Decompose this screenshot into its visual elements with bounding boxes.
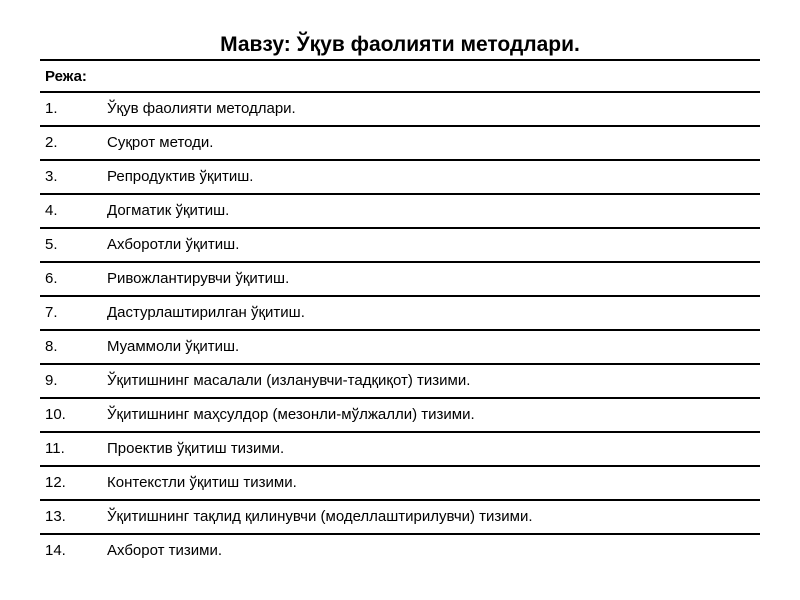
row-number: 3. — [45, 168, 58, 185]
plan-row — [40, 535, 760, 569]
row-text: Ахборотли ўқитиш. — [107, 236, 240, 253]
row-text: Репродуктив ўқитиш. — [107, 168, 254, 185]
row-number: 7. — [45, 304, 58, 321]
row-text: Ўқитишнинг маҳсулдор (мезонли-мўлжалли) тизими. — [107, 406, 475, 423]
plan-row — [40, 195, 760, 229]
plan-row — [40, 501, 760, 535]
plan-row — [40, 297, 760, 331]
row-text: Ўқитишнинг масалали (изланувчи-тадқиқот) тизими. — [107, 372, 471, 389]
row-number: 14. — [45, 542, 66, 559]
plan-row — [40, 399, 760, 433]
row-number: 6. — [45, 270, 58, 287]
row-number: 4. — [45, 202, 58, 219]
row-number: 8. — [45, 338, 58, 355]
row-text: Контекстли ўқитиш тизими. — [107, 474, 297, 491]
plan-row — [40, 467, 760, 501]
row-text: Муаммоли ўқитиш. — [107, 338, 240, 355]
row-text: Ривожлантирувчи ўқитиш. — [107, 270, 290, 287]
row-text: Проектив ўқитиш тизими. — [107, 440, 285, 457]
plan-row — [40, 433, 760, 467]
row-text: Дастурлаштирилган ўқитиш. — [107, 304, 305, 321]
plan-table — [40, 59, 760, 569]
row-text: Ўқитишнинг тақлид қилинувчи (моделлаштирилувчи) тизими. — [107, 508, 533, 525]
row-text: Суқрот методи. — [107, 134, 214, 151]
row-number: 9. — [45, 372, 58, 389]
row-number: 11. — [45, 440, 65, 457]
plan-row — [40, 365, 760, 399]
row-number: 5. — [45, 236, 58, 253]
plan-row — [40, 331, 760, 365]
row-number: 1. — [45, 100, 58, 117]
plan-row — [40, 229, 760, 263]
row-number: 2. — [45, 134, 58, 151]
plan-row — [40, 127, 760, 161]
row-number: 10. — [45, 406, 66, 423]
row-number: 12. — [45, 474, 66, 491]
slide-title: Мавзу: Ўқув фаолияти методлари. — [220, 33, 580, 56]
plan-row — [40, 161, 760, 195]
plan-row — [40, 93, 760, 127]
plan-header: Режа: — [40, 61, 760, 93]
row-text: Ахборот тизими. — [107, 542, 223, 559]
plan-row — [40, 263, 760, 297]
row-text: Ўқув фаолияти методлари. — [107, 100, 296, 117]
row-text: Догматик ўқитиш. — [107, 202, 230, 219]
row-number: 13. — [45, 508, 66, 525]
